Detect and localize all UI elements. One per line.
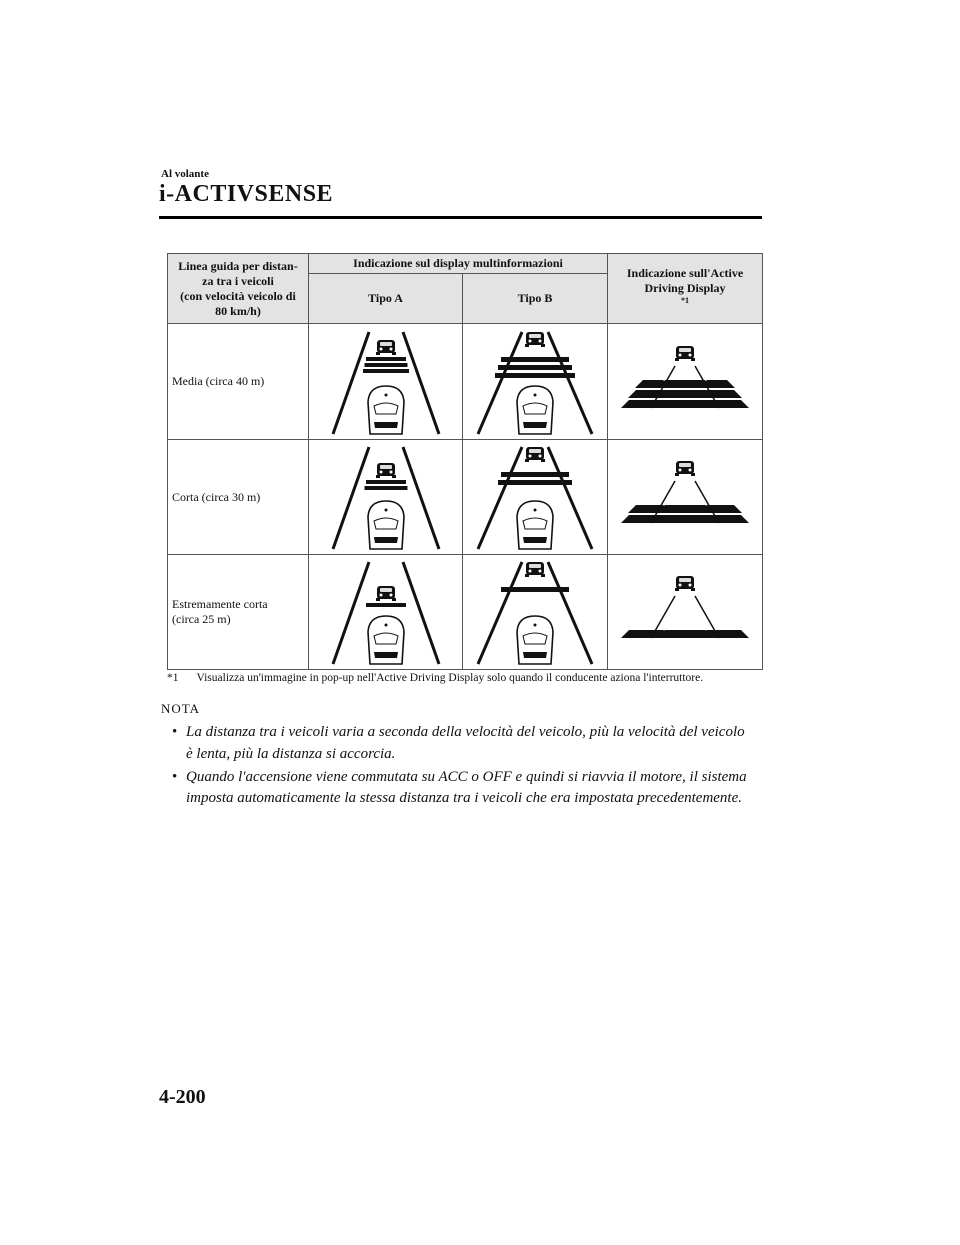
nota-heading: NOTA — [161, 701, 201, 716]
type-b-image — [463, 440, 608, 555]
distance-bar — [363, 369, 409, 373]
lane-line-left — [478, 447, 522, 549]
lane-line-left — [333, 562, 369, 664]
guide-line-right — [693, 481, 707, 505]
distance-bar — [621, 515, 749, 523]
lane-line-right — [403, 447, 439, 549]
list-item: • Quando l'accensione viene commutata su ACC o OFF e quindi si riavvia il motore, il sistema imposta automaticamente la stessa distanza tra i veicoli che era impostata precedentemente. — [172, 768, 747, 807]
row-label: Corta (circa 30 m) — [168, 440, 309, 555]
footnote-text: Visualizza un'immagine in pop-up nell'Active Driving Display solo quando il conducente aziona l'interruttore. — [196, 672, 704, 684]
distance-bar — [621, 400, 749, 408]
active-driving-image — [608, 324, 763, 440]
distance-bar — [501, 472, 569, 477]
table-row — [168, 440, 763, 555]
distance-bar — [498, 365, 572, 370]
active-driving-image — [608, 555, 763, 670]
lead-car-icon — [676, 576, 694, 589]
lane-line-right — [403, 562, 439, 664]
distance-bar — [628, 505, 742, 513]
distance-bar — [501, 587, 569, 592]
header-multi-info: Indicazione sul display multinformazioni — [309, 254, 608, 274]
section-label: Al volante — [161, 168, 209, 180]
footnote-mark: *1 — [681, 295, 690, 305]
distance-bar — [501, 357, 569, 362]
row-label: Estremamente corta (circa 25 m) — [168, 555, 309, 670]
type-b-image — [463, 324, 608, 440]
distance-bar — [628, 390, 742, 398]
distance-bar — [498, 480, 572, 485]
lead-car-icon — [377, 586, 395, 599]
lane-line-right — [548, 332, 592, 434]
lane-line-left — [478, 332, 522, 434]
distance-table — [167, 253, 763, 670]
lead-car-icon — [377, 463, 395, 476]
lead-car-icon — [526, 562, 544, 575]
lead-car-icon — [526, 332, 544, 345]
header-active-driving: Indicazione sull'Active Driving Display $^{*1}$ — [608, 254, 763, 324]
distance-bar — [364, 486, 407, 490]
distance-bar — [366, 603, 406, 607]
type-b-image — [463, 555, 608, 670]
lane-line-left — [333, 447, 369, 549]
title-rule — [159, 216, 762, 219]
active-driving-image — [608, 440, 763, 555]
lead-car-icon — [526, 447, 544, 460]
nota-list — [172, 722, 752, 811]
distance-bar — [366, 357, 406, 361]
lead-car-icon — [676, 346, 694, 359]
list-item: • La distanza tra i veicoli varia a seconda della velocità del veicolo, più la velocità del veicolo è lenta, più la distanza si accorcia. — [172, 724, 745, 762]
footnote — [167, 672, 767, 684]
distance-bar — [364, 363, 407, 367]
lane-line-left — [478, 562, 522, 664]
header-type-a: Tipo A — [309, 274, 463, 324]
lead-car-icon — [377, 340, 395, 353]
distance-bar — [635, 380, 735, 388]
page-title: i-ACTIVSENSE — [159, 181, 334, 207]
distance-bar — [366, 480, 406, 484]
lane-line-right — [548, 562, 592, 664]
table-row — [168, 555, 763, 670]
header-guideline: Linea guida per distan- za tra i veicoli (con velocità veicolo di 80 km/h) — [168, 254, 309, 324]
lane-line-left — [333, 332, 369, 434]
row-label: Media (circa 40 m) — [168, 324, 309, 440]
page-number: 4-200 — [159, 1086, 206, 1108]
guide-line-left — [663, 366, 677, 380]
distance-bar — [621, 630, 749, 638]
guide-line-left — [663, 481, 677, 505]
type-a-image — [309, 324, 463, 440]
guide-line-right — [693, 366, 707, 380]
table-row — [168, 324, 763, 440]
distance-bar — [495, 373, 575, 378]
footnote-marker: *1 — [167, 672, 179, 684]
lead-car-icon — [676, 461, 694, 474]
type-a-image — [309, 440, 463, 555]
lane-line-right — [548, 447, 592, 549]
lane-line-right — [403, 332, 439, 434]
header-type-b: Tipo B — [463, 274, 608, 324]
type-a-image — [309, 555, 463, 670]
